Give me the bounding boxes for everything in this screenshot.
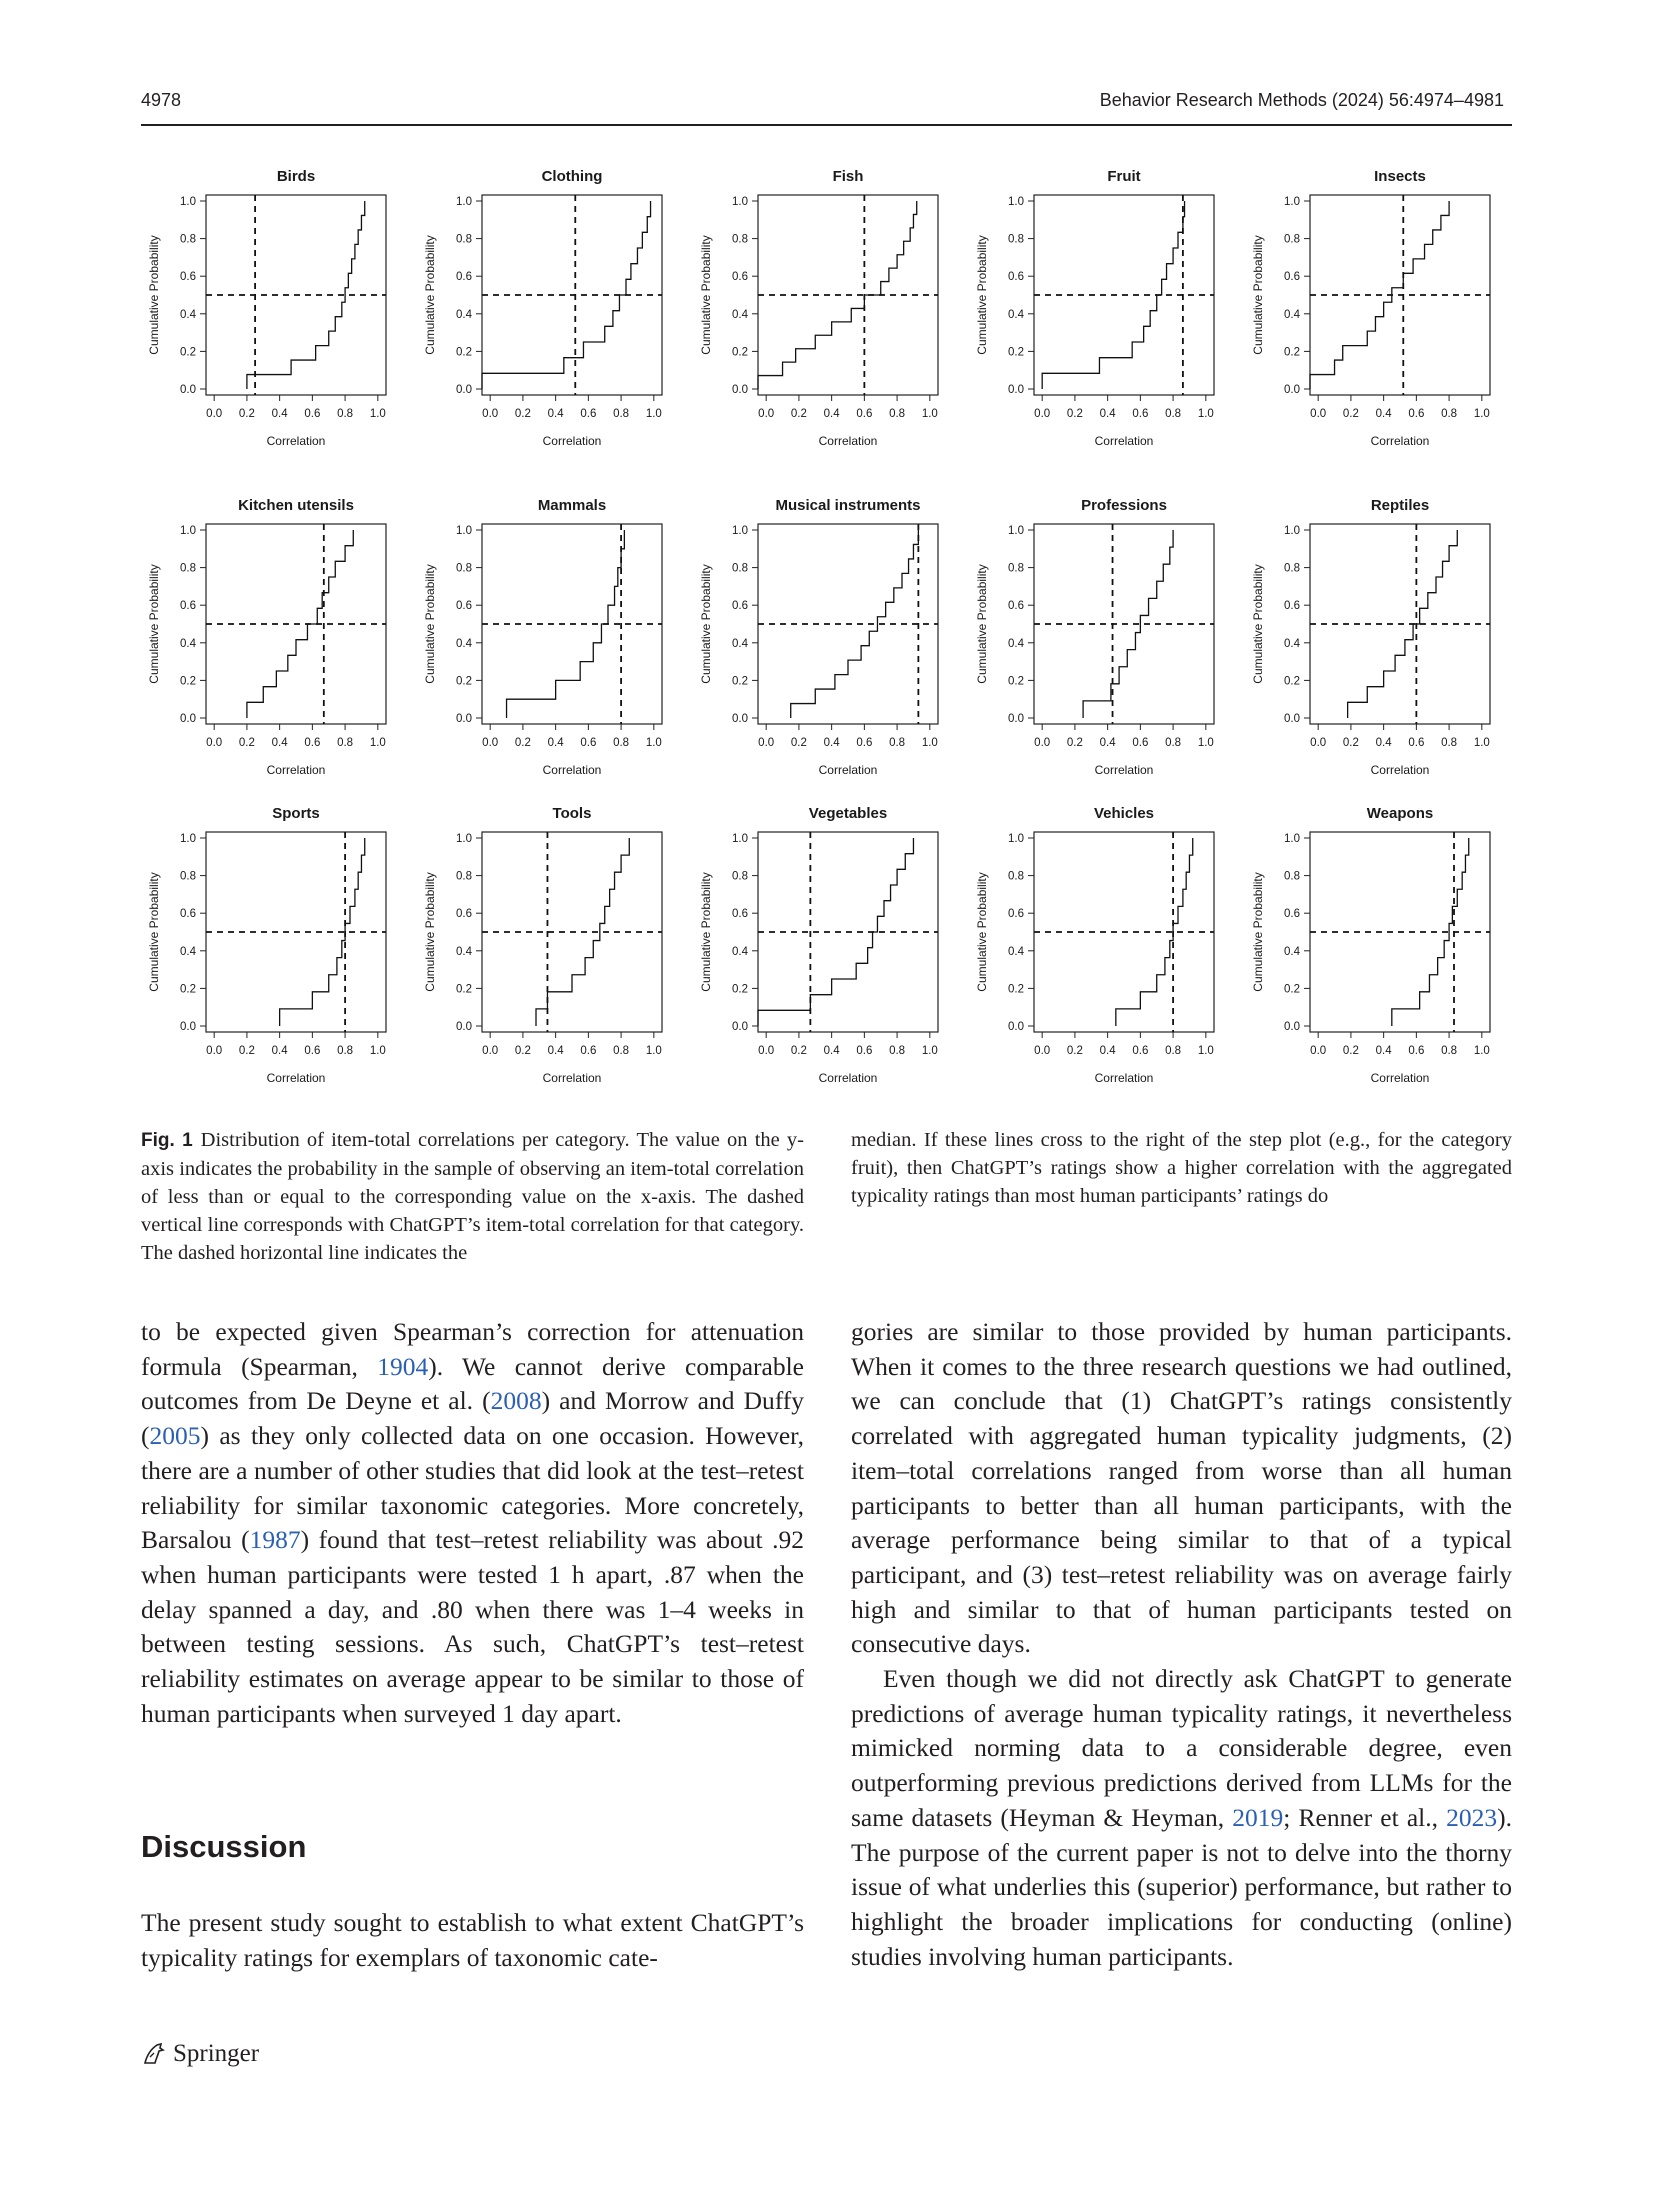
paragraph bbox=[851, 1662, 1512, 1974]
y-tick-label: 0.0 bbox=[1008, 1021, 1024, 1033]
panel-title: Insects bbox=[1374, 168, 1426, 185]
text-run: ) found that test–retest reliability was about .92 when human participants were tested 1 h apart, .87 when the delay spanned a day, and .80 when there was 1–4 weeks in between testing sessions. As such, ChatGPT’s test–retest reliability estimates on average appear to be similar to those of human participants when surveyed 1 day apart. bbox=[141, 1525, 804, 1728]
figure-caption-right: median. If these lines cross to the right of the step plot (e.g., for the category fruit), then ChatGPT’s ratings show a higher correlation with the aggregated typicality ratings than most human participants’ ratings do bbox=[851, 1129, 1512, 1207]
chart-panel bbox=[1251, 497, 1490, 777]
x-tick-label: 0.8 bbox=[337, 408, 354, 420]
x-tick-label: 0.4 bbox=[1375, 1045, 1392, 1057]
body-paragraph-left-1 bbox=[141, 1315, 804, 1731]
x-tick-label: 0.0 bbox=[1034, 1045, 1051, 1057]
y-tick-label: 0.6 bbox=[1008, 908, 1024, 921]
x-tick-label: 0.2 bbox=[790, 1045, 807, 1057]
x-tick-label: 0.6 bbox=[1408, 1045, 1425, 1057]
y-tick-label: 0.8 bbox=[1008, 870, 1024, 883]
y-tick-label: 1.0 bbox=[732, 196, 748, 208]
citation-link[interactable]: 2008 bbox=[490, 1386, 542, 1416]
y-tick-label: 0.6 bbox=[732, 271, 748, 284]
x-tick-label: 0.2 bbox=[238, 408, 255, 420]
x-tick-label: 0.0 bbox=[1310, 1045, 1327, 1057]
citation-link[interactable]: 2023 bbox=[1446, 1802, 1498, 1832]
y-tick-label: 0.8 bbox=[456, 870, 472, 883]
x-tick-label: 0.0 bbox=[206, 737, 223, 749]
y-tick-label: 0.4 bbox=[1284, 637, 1300, 650]
y-tick-label: 1.0 bbox=[1008, 833, 1024, 845]
x-tick-label: 0.2 bbox=[238, 737, 255, 749]
x-tick-label: 0.0 bbox=[482, 1045, 499, 1057]
y-tick-label: 0.2 bbox=[456, 675, 472, 688]
y-tick-label: 0.0 bbox=[1284, 1021, 1300, 1033]
figure-caption-text: Distribution of item-total correlations per category. The value on the y-axis indicates the probability in the sample of observing an item-total correlation of less than or equal to the corresponding value on the x-axis. The dashed vertical line corresponds with ChatGPT’s item-total correlation for that category. The dashed horizontal line indicates the bbox=[141, 1129, 804, 1264]
y-axis-label: Cumulative Probability bbox=[699, 235, 713, 355]
y-axis-label: Cumulative Probability bbox=[1251, 235, 1265, 355]
publisher-name: Springer bbox=[173, 2040, 260, 2067]
y-tick-label: 1.0 bbox=[180, 525, 196, 537]
x-tick-label: 1.0 bbox=[369, 1045, 386, 1057]
y-tick-label: 0.2 bbox=[456, 346, 472, 359]
x-tick-label: 0.0 bbox=[1034, 737, 1051, 749]
x-tick-label: 1.0 bbox=[921, 1045, 938, 1057]
y-tick-label: 0.0 bbox=[1284, 384, 1300, 396]
x-tick-label: 0.6 bbox=[1408, 408, 1425, 420]
x-tick-label: 1.0 bbox=[645, 737, 662, 749]
paragraph: The present study sought to establish to what extent ChatGPT’s typicality ratings for exemplars of taxonomic cate- bbox=[141, 1908, 804, 1972]
panel-title: Weapons bbox=[1366, 805, 1434, 822]
y-tick-label: 1.0 bbox=[456, 833, 472, 845]
y-tick-label: 0.6 bbox=[456, 600, 472, 613]
y-tick-label: 0.6 bbox=[180, 600, 196, 613]
x-tick-label: 0.2 bbox=[238, 1045, 255, 1057]
journal-header: Behavior Research Methods (2024) 56:4974–4981 bbox=[1099, 90, 1504, 110]
y-tick-label: 1.0 bbox=[732, 525, 748, 537]
x-tick-label: 0.4 bbox=[547, 737, 564, 749]
chart-panel bbox=[147, 168, 386, 448]
y-tick-label: 0.6 bbox=[1008, 600, 1024, 613]
citation-link[interactable]: 2019 bbox=[1232, 1802, 1284, 1832]
body-paragraphs-right bbox=[851, 1315, 1512, 1974]
y-axis-label: Cumulative Probability bbox=[699, 872, 713, 992]
x-axis-label: Correlation bbox=[542, 434, 602, 448]
x-tick-label: 0.0 bbox=[758, 737, 775, 749]
x-tick-label: 0.4 bbox=[1099, 737, 1116, 749]
y-tick-label: 0.4 bbox=[1284, 308, 1300, 321]
y-tick-label: 0.2 bbox=[732, 675, 748, 688]
y-tick-label: 0.6 bbox=[180, 271, 196, 284]
y-tick-label: 0.8 bbox=[456, 233, 472, 246]
x-tick-label: 1.0 bbox=[1473, 1045, 1490, 1057]
chart-panel bbox=[423, 497, 662, 777]
panel-title: Vegetables bbox=[808, 805, 888, 822]
panel-title: Fruit bbox=[1107, 168, 1141, 185]
panel-title: Vehicles bbox=[1093, 805, 1155, 822]
x-tick-label: 0.8 bbox=[889, 408, 906, 420]
x-tick-label: 0.0 bbox=[1034, 408, 1051, 420]
y-tick-label: 0.2 bbox=[1284, 983, 1300, 996]
x-tick-label: 0.2 bbox=[1342, 737, 1359, 749]
y-tick-label: 0.4 bbox=[732, 308, 748, 321]
x-tick-label: 0.4 bbox=[823, 737, 840, 749]
x-tick-label: 1.0 bbox=[1197, 408, 1214, 420]
chart-panel bbox=[423, 805, 662, 1085]
x-tick-label: 1.0 bbox=[369, 737, 386, 749]
y-tick-label: 0.0 bbox=[456, 1021, 472, 1033]
x-tick-label: 0.2 bbox=[514, 408, 531, 420]
x-tick-label: 1.0 bbox=[1473, 408, 1490, 420]
x-tick-label: 0.8 bbox=[1165, 1045, 1182, 1057]
x-tick-label: 1.0 bbox=[645, 408, 662, 420]
page-number: 4978 bbox=[141, 90, 182, 110]
x-axis-label: Correlation bbox=[1370, 434, 1430, 448]
x-tick-label: 0.2 bbox=[1066, 1045, 1083, 1057]
y-tick-label: 0.4 bbox=[180, 308, 196, 321]
y-tick-label: 0.6 bbox=[456, 908, 472, 921]
x-tick-label: 0.8 bbox=[613, 737, 630, 749]
y-tick-label: 0.2 bbox=[456, 983, 472, 996]
x-tick-label: 0.0 bbox=[206, 1045, 223, 1057]
chart-panel bbox=[699, 497, 938, 777]
x-tick-label: 0.2 bbox=[1342, 1045, 1359, 1057]
y-tick-label: 0.8 bbox=[456, 562, 472, 575]
y-tick-label: 0.8 bbox=[1284, 233, 1300, 246]
x-tick-label: 0.2 bbox=[790, 408, 807, 420]
y-tick-label: 0.6 bbox=[1008, 271, 1024, 284]
x-tick-label: 0.4 bbox=[823, 1045, 840, 1057]
y-axis-label: Cumulative Probability bbox=[1251, 564, 1265, 684]
x-tick-label: 0.0 bbox=[482, 408, 499, 420]
x-tick-label: 0.8 bbox=[1165, 737, 1182, 749]
x-tick-label: 0.8 bbox=[1441, 408, 1458, 420]
x-tick-label: 0.0 bbox=[758, 408, 775, 420]
y-tick-label: 0.0 bbox=[180, 1021, 196, 1033]
y-axis-label: Cumulative Probability bbox=[975, 564, 989, 684]
y-tick-label: 0.8 bbox=[732, 870, 748, 883]
y-axis-label: Cumulative Probability bbox=[423, 872, 437, 992]
x-tick-label: 0.4 bbox=[547, 1045, 564, 1057]
y-tick-label: 0.4 bbox=[1284, 945, 1300, 958]
x-tick-label: 0.2 bbox=[1066, 737, 1083, 749]
y-tick-label: 0.8 bbox=[732, 562, 748, 575]
x-tick-label: 0.8 bbox=[889, 1045, 906, 1057]
y-axis-label: Cumulative Probability bbox=[699, 564, 713, 684]
y-tick-label: 0.0 bbox=[1284, 713, 1300, 725]
x-tick-label: 0.8 bbox=[337, 737, 354, 749]
x-tick-label: 0.4 bbox=[823, 408, 840, 420]
x-tick-label: 0.4 bbox=[1375, 408, 1392, 420]
x-axis-label: Correlation bbox=[1094, 434, 1154, 448]
y-tick-label: 0.0 bbox=[456, 713, 472, 725]
x-tick-label: 0.2 bbox=[1342, 408, 1359, 420]
x-axis-label: Correlation bbox=[818, 1071, 878, 1085]
y-tick-label: 0.0 bbox=[732, 1021, 748, 1033]
text-run: to be expected given Spearman’s correction for attenuation formula (Spearman, bbox=[141, 1317, 804, 1381]
x-tick-label: 0.6 bbox=[304, 737, 321, 749]
figure-1-chart-grid bbox=[141, 145, 1512, 1110]
y-tick-label: 0.4 bbox=[1008, 308, 1024, 321]
x-tick-label: 0.2 bbox=[1066, 408, 1083, 420]
x-tick-label: 0.4 bbox=[271, 408, 288, 420]
x-tick-label: 1.0 bbox=[1197, 1045, 1214, 1057]
y-tick-label: 0.2 bbox=[732, 346, 748, 359]
panel-title: Reptiles bbox=[1370, 497, 1430, 514]
panel-title: Tools bbox=[552, 805, 592, 822]
y-tick-label: 1.0 bbox=[180, 196, 196, 208]
y-tick-label: 0.6 bbox=[1284, 271, 1300, 284]
y-tick-label: 0.4 bbox=[1008, 637, 1024, 650]
x-axis-label: Correlation bbox=[1094, 763, 1154, 777]
x-tick-label: 0.0 bbox=[1310, 737, 1327, 749]
x-tick-label: 0.6 bbox=[304, 1045, 321, 1057]
x-tick-label: 0.8 bbox=[1441, 1045, 1458, 1057]
x-tick-label: 0.4 bbox=[271, 1045, 288, 1057]
panel-title: Fish bbox=[832, 168, 864, 185]
y-tick-label: 0.2 bbox=[1284, 346, 1300, 359]
x-tick-label: 0.6 bbox=[1132, 408, 1149, 420]
x-tick-label: 0.8 bbox=[1165, 408, 1182, 420]
x-tick-label: 0.8 bbox=[1441, 737, 1458, 749]
y-axis-label: Cumulative Probability bbox=[147, 235, 161, 355]
x-tick-label: 0.6 bbox=[1408, 737, 1425, 749]
y-tick-label: 0.6 bbox=[1284, 908, 1300, 921]
x-axis-label: Correlation bbox=[542, 1071, 602, 1085]
y-tick-label: 0.8 bbox=[1008, 233, 1024, 246]
y-axis-label: Cumulative Probability bbox=[975, 872, 989, 992]
citation-link[interactable]: 1987 bbox=[249, 1525, 301, 1555]
y-tick-label: 0.2 bbox=[1008, 983, 1024, 996]
figure-1 bbox=[141, 145, 1512, 1115]
citation-link[interactable]: 1904 bbox=[377, 1351, 429, 1381]
figure-caption-label: Fig. 1 bbox=[141, 1130, 193, 1151]
y-tick-label: 1.0 bbox=[180, 833, 196, 845]
x-tick-label: 0.4 bbox=[271, 737, 288, 749]
x-axis-label: Correlation bbox=[818, 434, 878, 448]
text-run: ) as they only collected data on one occasion. However, there are a number of other studies that did look at the test–retest reliability for similar taxonomic categories. More concretely, Barsalou ( bbox=[141, 1421, 804, 1555]
y-tick-label: 0.0 bbox=[456, 384, 472, 396]
text-run: ). The purpose of the current paper is not to delve into the thorny issue of what underlies this (superior) performance, but rather to highlight the broader implications for conducting (online) studies involving human participants. bbox=[851, 1802, 1513, 1971]
y-tick-label: 0.8 bbox=[1284, 870, 1300, 883]
x-tick-label: 0.0 bbox=[206, 408, 223, 420]
x-tick-label: 1.0 bbox=[1473, 737, 1490, 749]
x-tick-label: 1.0 bbox=[921, 408, 938, 420]
y-tick-label: 0.0 bbox=[1008, 384, 1024, 396]
y-tick-label: 0.6 bbox=[732, 908, 748, 921]
x-tick-label: 0.0 bbox=[1310, 408, 1327, 420]
y-tick-label: 0.4 bbox=[180, 637, 196, 650]
y-tick-label: 0.8 bbox=[1008, 562, 1024, 575]
y-tick-label: 0.4 bbox=[456, 637, 472, 650]
x-axis-label: Correlation bbox=[266, 763, 326, 777]
x-tick-label: 0.6 bbox=[580, 1045, 597, 1057]
y-tick-label: 1.0 bbox=[732, 833, 748, 845]
y-tick-label: 1.0 bbox=[456, 196, 472, 208]
y-tick-label: 0.0 bbox=[180, 384, 196, 396]
chart-panel bbox=[1251, 168, 1490, 448]
y-axis-label: Cumulative Probability bbox=[1251, 872, 1265, 992]
y-tick-label: 0.6 bbox=[180, 908, 196, 921]
x-tick-label: 1.0 bbox=[645, 1045, 662, 1057]
body-paragraph-left-2 bbox=[141, 1906, 804, 1975]
x-axis-label: Correlation bbox=[1094, 1071, 1154, 1085]
y-tick-label: 0.4 bbox=[732, 945, 748, 958]
x-tick-label: 0.4 bbox=[1099, 408, 1116, 420]
y-tick-label: 0.2 bbox=[1284, 675, 1300, 688]
panel-title: Sports bbox=[272, 805, 320, 822]
y-tick-label: 1.0 bbox=[1284, 833, 1300, 845]
panel-title: Mammals bbox=[537, 497, 607, 514]
y-tick-label: 0.4 bbox=[732, 637, 748, 650]
chart-panel bbox=[975, 168, 1214, 448]
x-tick-label: 0.6 bbox=[1132, 1045, 1149, 1057]
text-run: ; Renner et al., bbox=[1283, 1802, 1447, 1832]
figure-caption-left bbox=[141, 1126, 804, 1267]
x-tick-label: 0.6 bbox=[304, 408, 321, 420]
y-axis-label: Cumulative Probability bbox=[147, 872, 161, 992]
y-axis-label: Cumulative Probability bbox=[147, 564, 161, 684]
y-axis-label: Cumulative Probability bbox=[423, 235, 437, 355]
x-tick-label: 1.0 bbox=[369, 408, 386, 420]
y-tick-label: 0.0 bbox=[732, 713, 748, 725]
y-tick-label: 1.0 bbox=[456, 525, 472, 537]
y-tick-label: 0.4 bbox=[456, 308, 472, 321]
x-tick-label: 0.2 bbox=[514, 737, 531, 749]
y-tick-label: 1.0 bbox=[1284, 525, 1300, 537]
x-tick-label: 0.6 bbox=[1132, 737, 1149, 749]
x-tick-label: 1.0 bbox=[1197, 737, 1214, 749]
citation-link[interactable]: 2005 bbox=[149, 1421, 201, 1451]
header-rule bbox=[141, 124, 1512, 126]
chart-panel bbox=[975, 805, 1214, 1085]
y-tick-label: 0.8 bbox=[180, 562, 196, 575]
y-tick-label: 0.6 bbox=[1284, 600, 1300, 613]
x-tick-label: 0.0 bbox=[758, 1045, 775, 1057]
y-tick-label: 0.0 bbox=[1008, 713, 1024, 725]
y-tick-label: 0.6 bbox=[456, 271, 472, 284]
x-tick-label: 0.4 bbox=[1099, 1045, 1116, 1057]
x-axis-label: Correlation bbox=[1370, 1071, 1430, 1085]
chart-panel bbox=[147, 805, 386, 1085]
x-axis-label: Correlation bbox=[266, 434, 326, 448]
x-tick-label: 0.4 bbox=[1375, 737, 1392, 749]
x-axis-label: Correlation bbox=[1370, 763, 1430, 777]
panel-title: Clothing bbox=[541, 168, 603, 185]
x-tick-label: 0.2 bbox=[790, 737, 807, 749]
x-axis-label: Correlation bbox=[266, 1071, 326, 1085]
chart-panel bbox=[699, 805, 938, 1085]
y-tick-label: 0.8 bbox=[180, 233, 196, 246]
y-tick-label: 0.6 bbox=[732, 600, 748, 613]
y-tick-label: 1.0 bbox=[1008, 196, 1024, 208]
text-run: Even though we did not directly ask ChatGPT to generate predictions of average human typicality ratings, it nevertheless mimicked norming data to a considerable degree, even outperforming previous predictions derived from LLMs for the same datasets (Heyman & Heyman, bbox=[851, 1664, 1512, 1832]
y-tick-label: 0.0 bbox=[732, 384, 748, 396]
x-axis-label: Correlation bbox=[818, 763, 878, 777]
y-axis-label: Cumulative Probability bbox=[423, 564, 437, 684]
x-tick-label: 0.6 bbox=[856, 737, 873, 749]
y-tick-label: 0.2 bbox=[1008, 675, 1024, 688]
y-tick-label: 0.2 bbox=[1008, 346, 1024, 359]
springer-horse-icon bbox=[141, 2041, 167, 2067]
x-tick-label: 0.6 bbox=[856, 1045, 873, 1057]
panel-title: Musical instruments bbox=[775, 497, 921, 514]
y-axis-label: Cumulative Probability bbox=[975, 235, 989, 355]
text-run: ) and Morrow and Duffy ( bbox=[141, 1386, 805, 1451]
y-tick-label: 0.2 bbox=[180, 983, 196, 996]
y-tick-label: 1.0 bbox=[1008, 525, 1024, 537]
x-tick-label: 0.0 bbox=[482, 737, 499, 749]
x-tick-label: 0.8 bbox=[889, 737, 906, 749]
chart-panel bbox=[975, 497, 1214, 777]
x-tick-label: 0.8 bbox=[613, 408, 630, 420]
text-run: ). We cannot derive comparable outcomes from De Deyne et al. ( bbox=[141, 1351, 804, 1416]
x-tick-label: 1.0 bbox=[921, 737, 938, 749]
x-tick-label: 0.6 bbox=[856, 408, 873, 420]
x-tick-label: 0.6 bbox=[580, 408, 597, 420]
footer-publisher bbox=[141, 2040, 259, 2068]
chart-panel bbox=[147, 497, 386, 777]
y-tick-label: 0.4 bbox=[180, 945, 196, 958]
x-tick-label: 0.8 bbox=[613, 1045, 630, 1057]
y-tick-label: 0.8 bbox=[180, 870, 196, 883]
y-tick-label: 0.2 bbox=[180, 675, 196, 688]
y-tick-label: 0.8 bbox=[1284, 562, 1300, 575]
chart-panel bbox=[423, 168, 662, 448]
ecdf-step-line bbox=[791, 530, 919, 718]
chart-panel bbox=[1251, 805, 1490, 1085]
y-tick-label: 0.8 bbox=[732, 233, 748, 246]
paragraph: gories are similar to those provided by human participants. When it comes to the three research questions we had outlined, we can conclude that (1) ChatGPT’s ratings consistently correlated with aggregated human typicality judgments, (2) item–total correlations ranged from worse than all human participants to better than all human participants, with the average performance being similar to that of a typical participant, and (3) test–retest reliability was on average fairly high and similar to that of human participants tested on consecutive days. bbox=[851, 1317, 1512, 1659]
y-tick-label: 1.0 bbox=[1284, 196, 1300, 208]
x-tick-label: 0.4 bbox=[547, 408, 564, 420]
x-tick-label: 0.8 bbox=[337, 1045, 354, 1057]
panel-title: Birds bbox=[276, 168, 316, 185]
x-tick-label: 0.2 bbox=[514, 1045, 531, 1057]
panel-title: Professions bbox=[1081, 497, 1167, 514]
y-tick-label: 0.0 bbox=[180, 713, 196, 725]
section-heading-discussion: Discussion bbox=[141, 1829, 307, 1864]
y-tick-label: 0.4 bbox=[456, 945, 472, 958]
y-tick-label: 0.2 bbox=[180, 346, 196, 359]
y-tick-label: 0.2 bbox=[732, 983, 748, 996]
y-tick-label: 0.4 bbox=[1008, 945, 1024, 958]
x-axis-label: Correlation bbox=[542, 763, 602, 777]
panel-title: Kitchen utensils bbox=[238, 497, 354, 514]
x-tick-label: 0.6 bbox=[580, 737, 597, 749]
chart-panel bbox=[699, 168, 938, 448]
